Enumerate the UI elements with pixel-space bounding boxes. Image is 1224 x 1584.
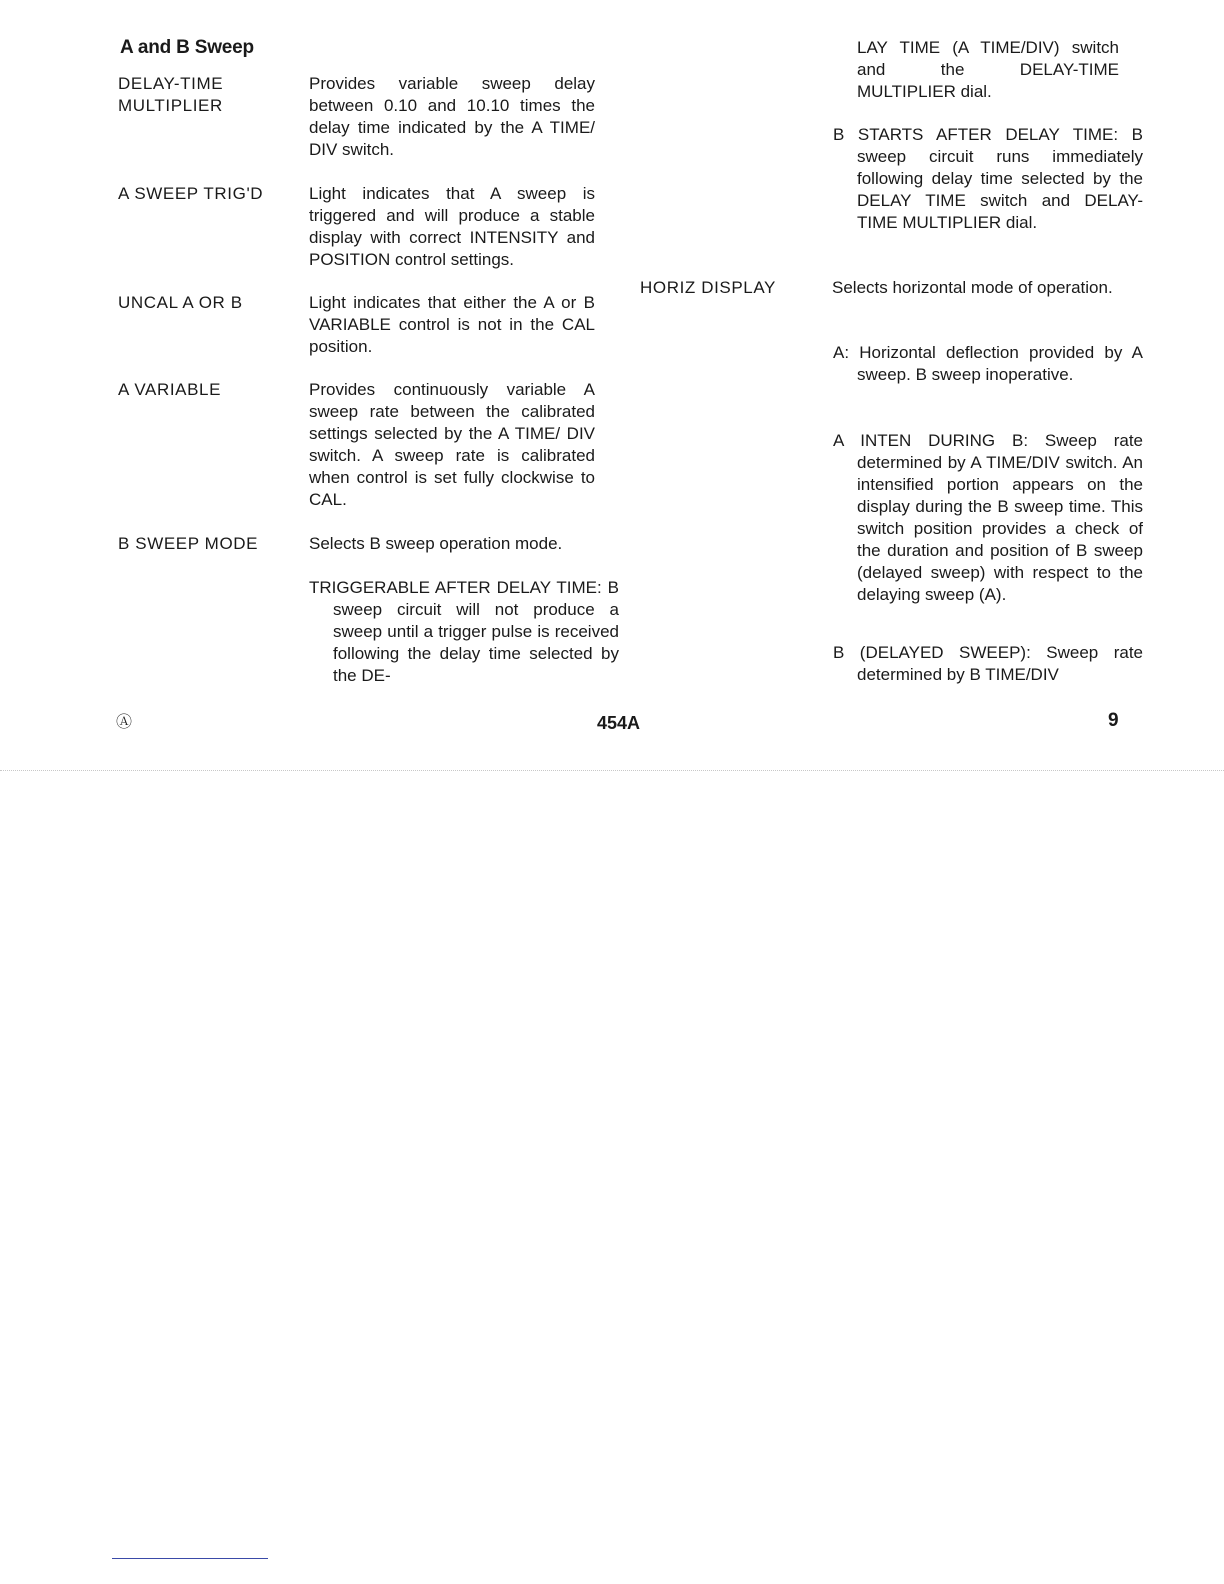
term-horiz-display: HORIZ DISPLAY bbox=[640, 278, 776, 297]
page-divider bbox=[0, 770, 1224, 771]
section-title: A and B Sweep bbox=[120, 37, 254, 58]
mode-a-inten-during-b: A INTEN DURING B: Sweep rate determined by A TIME/DIV switch. An intensified portion appears on the display during the B sweep time. This switch position provides a check of the duration and position of B sweep (delayed sweep) with respect to the delaying sweep (A). bbox=[833, 431, 1143, 604]
desc-triggerable-after-delay: TRIGGERABLE AFTER DELAY TIME: B sweep circuit will not produce a sweep until a trigger pulse is received following the delay time selected by the DE- bbox=[309, 578, 619, 685]
desc-b-sweep-mode: Selects B sweep operation mode. bbox=[309, 534, 563, 553]
term-line: MULTIPLIER bbox=[118, 96, 223, 115]
footer-model: 454A bbox=[597, 713, 641, 733]
term-delay-time-multiplier bbox=[118, 73, 298, 117]
term-a-sweep-trigd bbox=[118, 183, 298, 205]
term-a-variable bbox=[118, 379, 298, 401]
desc-horiz-display: Selects horizontal mode of operation. bbox=[832, 278, 1113, 297]
mode-b-delayed-sweep: B (DELAYED SWEEP): Sweep rate determined by B TIME/DIV bbox=[833, 643, 1143, 684]
footnote-rule bbox=[112, 1558, 268, 1559]
desc-a-variable: Provides continuously variable A sweep rate between the calibrated settings selected by the A TIME/ DIV switch. A sweep rate is calibrated when control is set fully clockwise to CAL. bbox=[309, 380, 595, 509]
term-line: UNCAL A OR B bbox=[118, 293, 243, 312]
term-line: A VARIABLE bbox=[118, 380, 222, 399]
continued-lay-time: LAY TIME (A TIME/DIV) switch and the DELAY-TIME MULTIPLIER dial. bbox=[857, 38, 1119, 101]
term-uncal-a-or-b bbox=[118, 292, 298, 314]
page-number: 9 bbox=[1108, 710, 1119, 731]
desc-a-sweep-trigd: Light indicates that A sweep is triggered and will produce a stable display with correct INTENSITY and POSITION control settings. bbox=[309, 184, 595, 269]
mode-a: A: Horizontal deflection provided by A sweep. B sweep inoperative. bbox=[833, 343, 1143, 384]
term-line: A SWEEP TRIG'D bbox=[118, 184, 264, 203]
term-line: B SWEEP MODE bbox=[118, 534, 259, 553]
term-line: DELAY-TIME bbox=[118, 74, 224, 93]
b-starts-after-delay-time: B STARTS AFTER DELAY TIME: B sweep circuit runs immediately following delay time selected by the DELAY TIME switch and DELAY-TIME MULTIPLIER dial. bbox=[833, 125, 1143, 232]
footer-symbol: Ⓐ bbox=[116, 714, 133, 731]
desc-delay-time-multiplier: Provides variable sweep delay between 0.10 and 10.10 times the delay time indicated by the A TIME/ DIV switch. bbox=[309, 74, 595, 159]
term-b-sweep-mode bbox=[118, 533, 298, 555]
desc-uncal-a-or-b: Light indicates that either the A or B VARIABLE control is not in the CAL position. bbox=[309, 293, 595, 356]
